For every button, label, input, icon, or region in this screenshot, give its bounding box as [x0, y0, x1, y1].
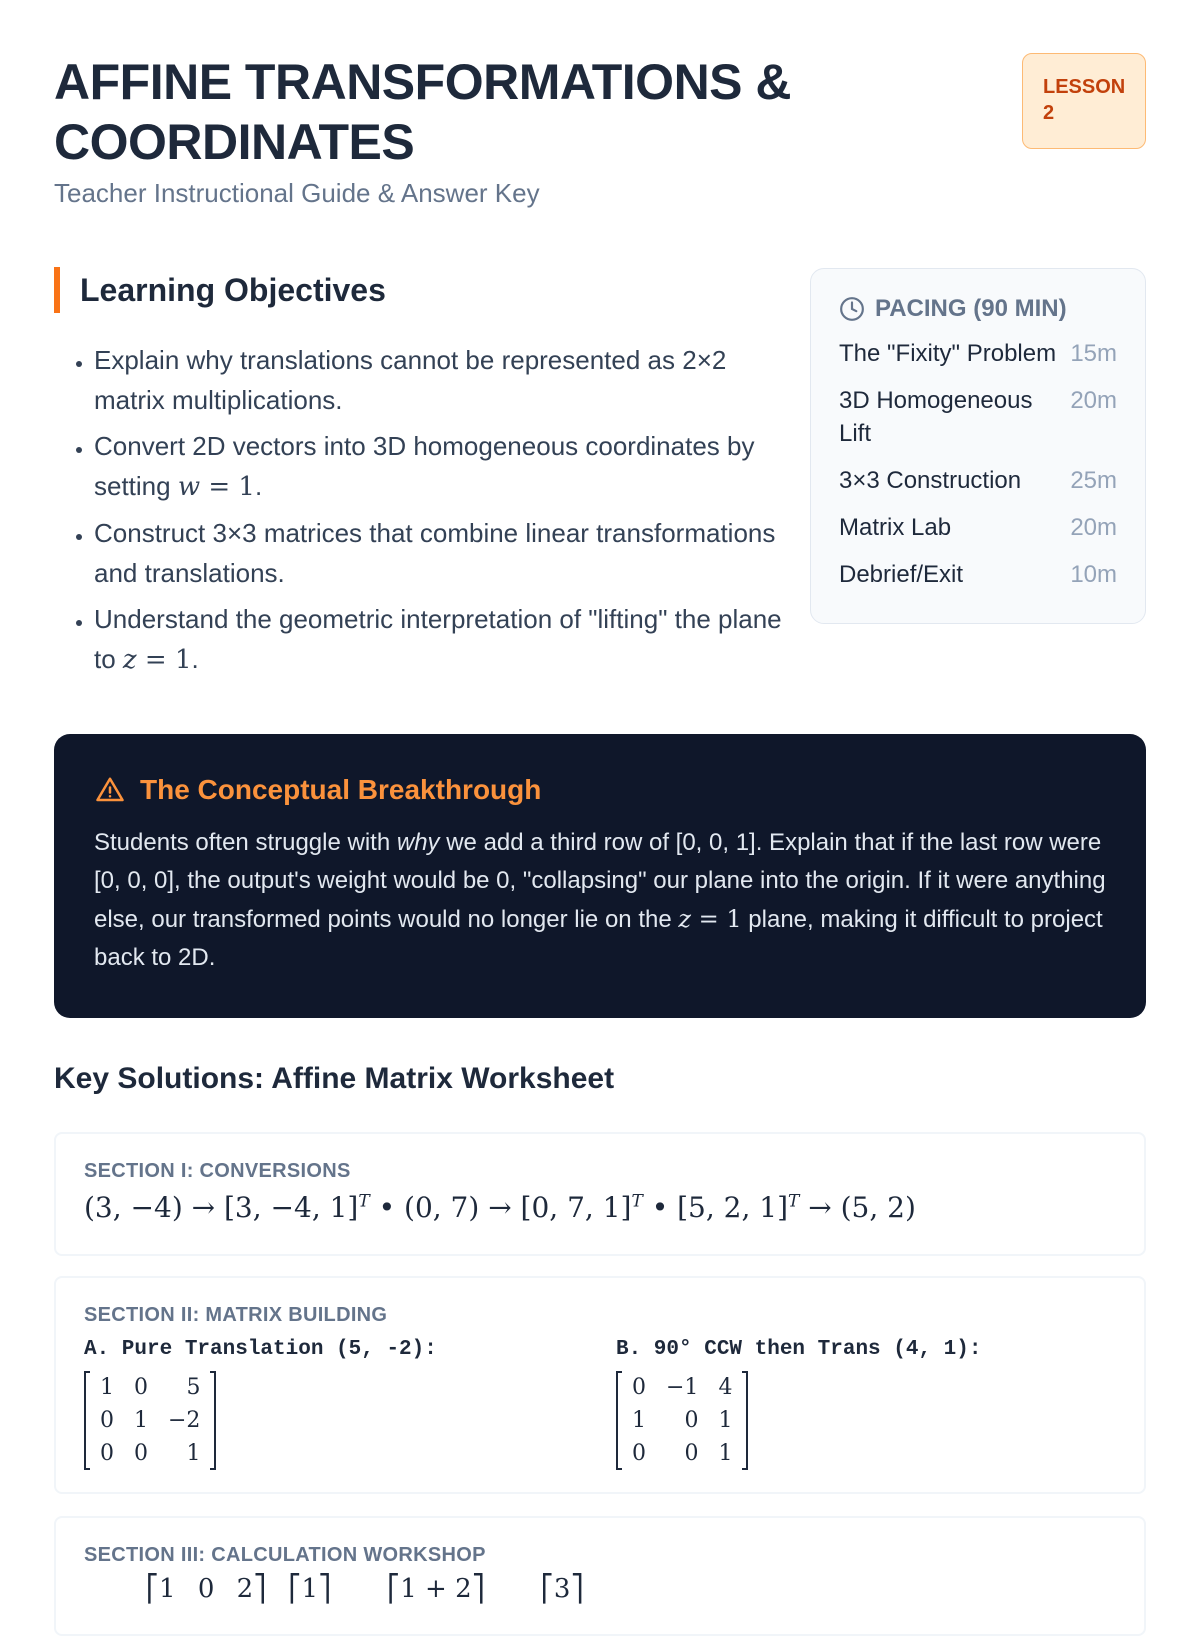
matrix-cell: 4 [718, 1375, 733, 1400]
objective-text: Construct 3×3 matrices that combine linear transformations and translations. [94, 518, 776, 588]
matrix-cell: 1 [134, 1408, 148, 1433]
clock-icon [839, 296, 865, 322]
workshop-term: 2⎤ [236, 1574, 267, 1604]
matrix-b [616, 1371, 748, 1470]
lesson-badge-word: LESSON [1043, 76, 1126, 98]
pacing-heading [839, 295, 1117, 323]
objective-item [94, 513, 794, 593]
section-label: SECTION III: CALCULATION WORKSHOP [84, 1544, 486, 1566]
conv-part: (3, −4) → [3, −4, 1] [84, 1191, 359, 1224]
section-label: SECTION II: MATRIX BUILDING [84, 1304, 388, 1326]
workshop-term: ⎡1 + 2⎤ [387, 1574, 485, 1604]
pacing-label: Debrief/Exit [839, 561, 964, 588]
pacing-card [810, 268, 1146, 624]
objective-text: Explain why translations cannot be represented as 2×2 matrix multiplications. [94, 345, 727, 415]
breakthrough-text [94, 824, 1106, 977]
workshop-term: 0 [197, 1574, 215, 1604]
matrix-cell: 0 [100, 1441, 114, 1466]
breakthrough-heading [94, 774, 1106, 806]
conversions-card [54, 1132, 1146, 1256]
math-variable: w [177, 472, 201, 502]
matrix-cell: 0 [100, 1408, 114, 1433]
pacing-label: The "Fixity" Problem [839, 340, 1057, 367]
page-title: AFFINE TRANSFORMATIONS & COORDINATES [54, 54, 792, 170]
bt-text-part: plane, making it difficult to project back to 2D. [94, 906, 1103, 971]
bt-text-part: we add a third row of [0, 0, 1]. Explain that if the last row were [0, 0, 0], the output's weight would be 0, "collapsing" our plane into the origin. If it were anything else, our transformed points would no longer lie on the [94, 829, 1106, 933]
page-subtitle: Teacher Instructional Guide & Answer Key [54, 178, 540, 208]
pacing-row [839, 464, 1117, 497]
matrix-b-block [616, 1338, 981, 1475]
matrix-a-block [84, 1338, 437, 1475]
transpose-sup: T [358, 1191, 370, 1212]
pacing-time: 20m [1070, 387, 1117, 414]
pacing-label: 3D Homogeneous Lift [839, 387, 1033, 447]
bt-text-emphasis: why [396, 829, 440, 856]
lesson-badge-number: 2 [1043, 102, 1055, 124]
matrix-cell: 1 [100, 1375, 114, 1400]
lesson-badge [1022, 53, 1146, 149]
bt-text-part: Students often struggle with [94, 829, 397, 856]
math-expression: = 1 [136, 645, 192, 675]
matrix-a [84, 1371, 216, 1470]
pacing-time: 20m [1070, 514, 1117, 541]
breakthrough-panel [54, 734, 1146, 1018]
objective-item [94, 599, 794, 680]
objective-text: Convert 2D vectors into 3D homogeneous coordinates by setting [94, 431, 755, 501]
pacing-label: 3×3 Construction [839, 467, 1022, 494]
transpose-sup: T [631, 1191, 643, 1212]
matrix-building-card [54, 1276, 1146, 1494]
objective-tail: . [191, 644, 199, 674]
pacing-time: 10m [1070, 561, 1117, 588]
math-expression: = 1 [691, 905, 742, 933]
pacing-row [839, 511, 1117, 544]
matrix-cell: 0 [684, 1441, 699, 1466]
conv-part: • (0, 7) → [0, 7, 1] [369, 1191, 632, 1224]
breakthrough-heading-text: The Conceptual Breakthrough [140, 774, 542, 805]
pacing-row [839, 384, 1117, 450]
matrix-b-label: B. 90° CCW then Trans (4, 1): [616, 1338, 982, 1361]
matrix-cell: 1 [632, 1408, 646, 1433]
objective-tail: . [254, 471, 263, 501]
pacing-time: 25m [1070, 467, 1117, 494]
math-variable: z [122, 645, 137, 675]
matrix-cell: 0 [632, 1441, 646, 1466]
pacing-label: Matrix Lab [839, 514, 952, 541]
pacing-heading-text: PACING (90 MIN) [875, 295, 1067, 322]
pacing-time: 15m [1070, 340, 1117, 367]
math-expression: = 1 [200, 472, 255, 502]
calculation-workshop-card [54, 1516, 1146, 1636]
math-variable: z [678, 905, 691, 933]
pacing-row [839, 337, 1117, 370]
section-label: SECTION I: CONVERSIONS [84, 1160, 351, 1182]
workshop-term: ⎡3⎤ [540, 1574, 584, 1604]
objective-item [94, 340, 794, 420]
workshop-term: ⎡1 [146, 1574, 176, 1604]
conv-part: • [5, 2, 1] [642, 1191, 789, 1224]
pacing-row [839, 558, 1117, 591]
solutions-heading: Key Solutions: Affine Matrix Worksheet [54, 1062, 615, 1095]
warning-icon [94, 775, 126, 805]
matrix-cell: −1 [666, 1375, 699, 1400]
matrix-cell: 5 [186, 1375, 201, 1400]
matrix-cell: 0 [134, 1441, 148, 1466]
matrix-cell: 1 [186, 1441, 201, 1466]
matrix-cell: 1 [718, 1408, 733, 1433]
conversions-math [84, 1191, 1116, 1224]
workshop-term: ⎡1⎤ [288, 1574, 331, 1604]
objectives-heading: Learning Objectives [54, 267, 386, 313]
matrix-cell: 1 [718, 1441, 733, 1466]
objective-text: Understand the geometric interpretation of "lifting" the plane to [94, 604, 782, 674]
matrix-cell: 0 [632, 1375, 646, 1400]
matrix-a-label: A. Pure Translation (5, -2): [84, 1338, 437, 1361]
conv-part: → (5, 2) [799, 1191, 916, 1224]
matrix-cell: 0 [684, 1408, 699, 1433]
objective-item [94, 426, 794, 507]
objectives-list [54, 340, 794, 686]
matrix-cell: −2 [168, 1408, 201, 1433]
matrix-cell: 0 [134, 1375, 148, 1400]
transpose-sup: T [788, 1191, 800, 1212]
